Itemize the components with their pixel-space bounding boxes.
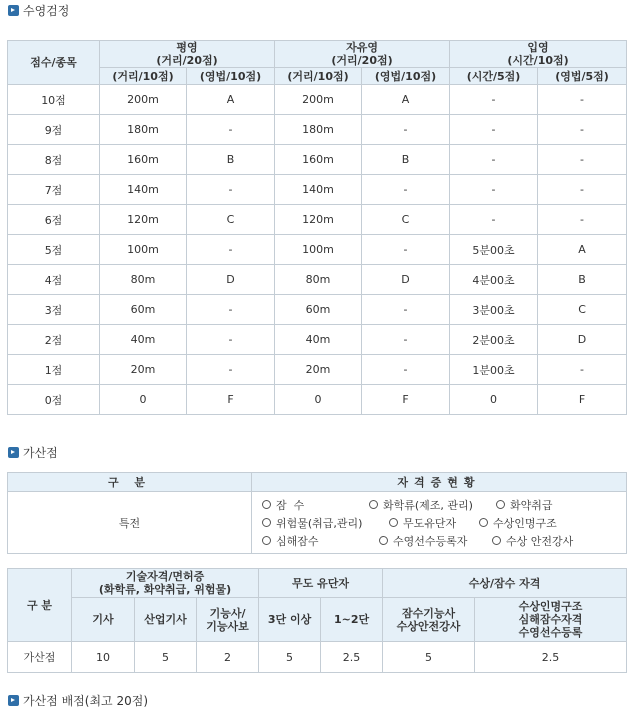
score-cell: 40m [275,325,362,355]
score-cell: 80m [275,265,362,295]
score-cell: D [538,325,627,355]
score-row [8,85,627,115]
score-label: 0점 [8,385,100,415]
score-cell: - [538,145,627,175]
score-cell: 0 [100,385,187,415]
cert-item: 화학류(제조, 관리) [369,497,496,513]
score-cell: 40m [100,325,187,355]
score-cell: - [538,355,627,385]
score-cell: F [538,385,627,415]
score-cell: - [450,205,538,235]
cert-item: 무도유단자 [389,515,479,531]
score-cell: D [362,265,450,295]
score-cell: D [187,265,275,295]
cert-header-category: 구 분 [8,473,252,492]
score-subheader: (영법/10점) [362,68,450,85]
circle-icon [389,518,398,527]
score-cell: 20m [100,355,187,385]
cert-header-status: 자격증현황 [252,473,627,492]
score-cell: C [538,295,627,325]
swim-score-table [7,40,627,415]
score-cell: 4분00초 [450,265,538,295]
score-header-breaststroke: 평영 (거리/20점) [100,41,275,68]
score-cell: - [362,355,450,385]
score-cell: - [538,115,627,145]
score-cell: F [187,385,275,415]
bonus-value: 5 [135,642,197,673]
score-cell: - [450,145,538,175]
score-cell: - [538,175,627,205]
score-cell: A [362,85,450,115]
score-label: 8점 [8,145,100,175]
score-cell: - [187,175,275,205]
arrow-bullet-icon [8,447,19,458]
certificate-table [7,472,627,554]
score-label: 9점 [8,115,100,145]
bonus-value: 2.5 [475,642,627,673]
cert-row-label: 특전 [8,492,252,554]
circle-icon [479,518,488,527]
cert-line [262,496,616,514]
arrow-bullet-icon [8,695,19,706]
section-title-swim-test [8,2,69,18]
score-cell: - [362,175,450,205]
score-subheader: (거리/10점) [100,68,187,85]
score-label: 6점 [8,205,100,235]
score-label: 4점 [8,265,100,295]
score-row [8,295,627,325]
section-title-text: 가산점 배점(최고 20점) [23,693,148,708]
score-label: 3점 [8,295,100,325]
cert-item: 심해잠수 [262,533,379,549]
score-cell: 20m [275,355,362,385]
score-cell: 0 [450,385,538,415]
score-cell: 3분00초 [450,295,538,325]
score-subheader: (영법/5점) [538,68,627,85]
score-cell: C [187,205,275,235]
section-title-bonus-scoring [8,692,148,708]
score-cell: 120m [275,205,362,235]
score-cell: 140m [275,175,362,205]
bonus-header-tech-license: 기술자격/면허증 (화학류, 화약취급, 위험물) [72,569,259,598]
circle-icon [492,536,501,545]
score-cell: 120m [100,205,187,235]
bonus-header-water-diving: 수상/잠수 자격 [383,569,627,598]
score-row [8,265,627,295]
score-cell: - [450,85,538,115]
cert-item: 위험물(취급,관리) [262,515,389,531]
score-label: 7점 [8,175,100,205]
score-cell: 200m [275,85,362,115]
score-row [8,325,627,355]
score-cell: - [362,325,450,355]
cert-item: 화약취급 [496,497,553,513]
bonus-subheader: 3단 이상 [259,598,321,642]
score-row [8,205,627,235]
score-label: 1점 [8,355,100,385]
bonus-row-label: 가산점 [8,642,72,673]
score-cell: - [538,205,627,235]
score-cell: 160m [100,145,187,175]
score-cell: 0 [275,385,362,415]
bonus-header-martial-arts: 무도 유단자 [259,569,383,598]
bonus-subheader: 기능사/ 기능사보 [197,598,259,642]
score-label: 2점 [8,325,100,355]
score-subheader: (거리/10점) [275,68,362,85]
bonus-subheader: 수상인명구조 심해잠수자격 수영선수등록 [475,598,627,642]
score-cell: 100m [275,235,362,265]
cert-item: 수영선수등록자 [379,533,492,549]
score-row [8,235,627,265]
bonus-table [7,568,627,673]
score-cell: 180m [275,115,362,145]
score-cell: B [538,265,627,295]
circle-icon [496,500,505,509]
score-row [8,115,627,145]
bonus-value: 5 [383,642,475,673]
score-cell: - [362,115,450,145]
score-cell: - [187,295,275,325]
score-cell: 140m [100,175,187,205]
score-cell: - [362,235,450,265]
score-cell: - [187,325,275,355]
score-subheader: (시간/5점) [450,68,538,85]
bonus-value: 2 [197,642,259,673]
score-cell: F [362,385,450,415]
bonus-value: 2.5 [321,642,383,673]
score-cell: B [362,145,450,175]
score-cell: 100m [100,235,187,265]
bonus-header-corner: 구 분 [8,569,72,642]
score-cell: - [450,175,538,205]
cert-item: 수상 안전강사 [492,533,573,549]
score-cell: 160m [275,145,362,175]
score-label: 10점 [8,85,100,115]
bonus-value: 5 [259,642,321,673]
bonus-subheader: 산업기사 [135,598,197,642]
score-cell: A [187,85,275,115]
bonus-value: 10 [72,642,135,673]
score-cell: 60m [100,295,187,325]
score-row [8,355,627,385]
circle-icon [369,500,378,509]
score-subheader: (영법/10점) [187,68,275,85]
cert-line [262,514,616,532]
score-cell: B [187,145,275,175]
score-cell: - [538,85,627,115]
circle-icon [262,500,271,509]
circle-icon [262,518,271,527]
section-title-bonus [8,444,58,460]
score-header-freestyle: 자유영 (거리/20점) [275,41,450,68]
score-cell: C [362,205,450,235]
score-cell: - [362,295,450,325]
score-cell: - [187,355,275,385]
cert-item: 수상인명구조 [479,515,557,531]
score-cell: 1분00초 [450,355,538,385]
score-row [8,175,627,205]
cert-list [252,492,627,554]
bonus-subheader: 잠수기능사 수상안전강사 [383,598,475,642]
score-cell: 200m [100,85,187,115]
circle-icon [262,536,271,545]
score-cell: 180m [100,115,187,145]
score-cell: 60m [275,295,362,325]
score-row [8,145,627,175]
circle-icon [379,536,388,545]
score-row [8,385,627,415]
bonus-subheader: 기사 [72,598,135,642]
score-cell: - [187,235,275,265]
score-cell: 2분00초 [450,325,538,355]
cert-item: 잠 수 [262,497,369,513]
score-cell: 5분00초 [450,235,538,265]
bonus-subheader: 1~2단 [321,598,383,642]
score-header-treading: 입영 (시간/10점) [450,41,627,68]
score-cell: - [187,115,275,145]
score-cell: A [538,235,627,265]
score-cell: - [450,115,538,145]
section-title-text: 수영검정 [23,3,70,18]
score-cell: 80m [100,265,187,295]
cert-line [262,532,616,550]
section-title-text: 가산점 [23,445,58,460]
arrow-bullet-icon [8,5,19,16]
score-header-corner: 점수/종목 [8,41,100,85]
score-label: 5점 [8,235,100,265]
